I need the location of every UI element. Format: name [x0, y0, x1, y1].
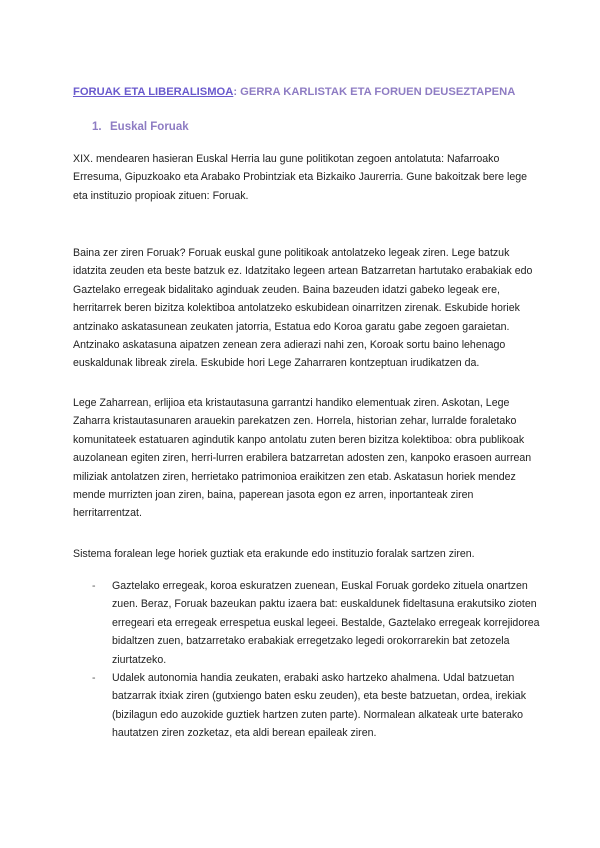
list-item — [92, 577, 542, 669]
list-item-text: Udalek autonomia handia zeukaten, erabaki asko hartzeko ahalmena. Udal batzuetan batzarrak itxiak ziren (gutxiengo baten esku zeuden), eta beste batzuetan, ordea, irekiak (bizilagun edo auzokide guztiek hartzen zuten parte). Normalean alkateak urte baterako hautatzen ziren zozketaz, eta aldi berean epaileak ziren. — [112, 672, 526, 740]
bullet-dash: - — [92, 672, 96, 685]
bullet-list — [92, 577, 542, 743]
bullet-dash: - — [92, 580, 96, 592]
paragraph-1: XIX. mendearen hasieran Euskal Herria lau gune politikotan zegoen antolatuta: Nafarroako Erresuma, Gipuzkoako eta Arabako Probintziak eta Bizkaiko Jaurerria. Gune bakoitzak bere lege eta instituzio propioak zituen: Foruak. — [73, 153, 528, 202]
document-title — [73, 86, 543, 98]
title-rest: : GERRA KARLISTAK ETA FORUEN DEUSEZTAPENA — [233, 86, 516, 98]
section-heading — [92, 121, 189, 133]
paragraph-2: Baina zer ziren Foruak? Foruak euskal gune politikoak antolatzeko legeak ziren. Lege batzuk idatzita zeuden eta beste batzuk ez. Idatzitako legeen artean Batzarretan hartutako erabakiak edo Gaztelako erregeak bidalitako aginduak zeuden. Baina bazeuden idatzi gabeko legeak ere, herritarrek beren bizitza kolektiboa antolatzeko eskubidean oinarritzen zirenak. Eskubide horiek antzinako askatasunean zeukaten jatorria, Estatua edo Koroa garatu gabe zegoen garaietan. Antzinako askatasuna aipatzen zenean zera adierazi nahi zen, Koroak sortu baino lehenago euskaldunak libreak zirela. Eskubide hori Lege Zaharraren kontzeptuan irudikatzen da. — [73, 247, 533, 370]
section-heading-text: Euskal Foruak — [110, 121, 189, 133]
list-item-text: Gaztelako erregeak, koroa eskuratzen zuenean, Euskal Foruak gordeko zituela onartzen zuen. Beraz, Foruak bazeukan paktu izaera bat: euskaldunek fideltasuna erakutsiko zioten erregeari eta erregeak errespetua euskal legeei. Bestalde, Gaztelako erregeak korrejidorea bidaltzen zuen, batzarretako erabakiak erregetzako legedi orokorrarekin bat zetozela ziurtatzeko. — [112, 580, 540, 666]
list-item — [92, 669, 542, 743]
paragraph-3: Lege Zaharrean, erlijioa eta kristautasuna garrantzi handiko elementuak ziren. Askotan, Lege Zaharra kristautasunaren arauekin parekatzen zen. Horrela, historian zehar, lurralde foraletako komunitateek estatuaren agindutik kanpo antolatu zuten beren bizitza kolektiboa: obra publikoak auzolanean egiten ziren, herri-lurren erabilera batzarretan adosten zen, kanpoko erasoen aurrean miliziak antolatzen ziren, herrietako patrimonioa eraikitzen zen etab. Askatasun horiek mendez mende murrizten joan ziren, baina, paperean jasota egon ez arren, inportanteak ziren herritarrentzat. — [73, 397, 532, 520]
section-number: 1. — [92, 121, 102, 133]
title-lead: FORUAK ETA LIBERALISMOA — [73, 86, 234, 98]
paragraph-4: Sistema foralean lege horiek guztiak eta erakunde edo instituzio foralak sartzen ziren. — [73, 548, 475, 560]
